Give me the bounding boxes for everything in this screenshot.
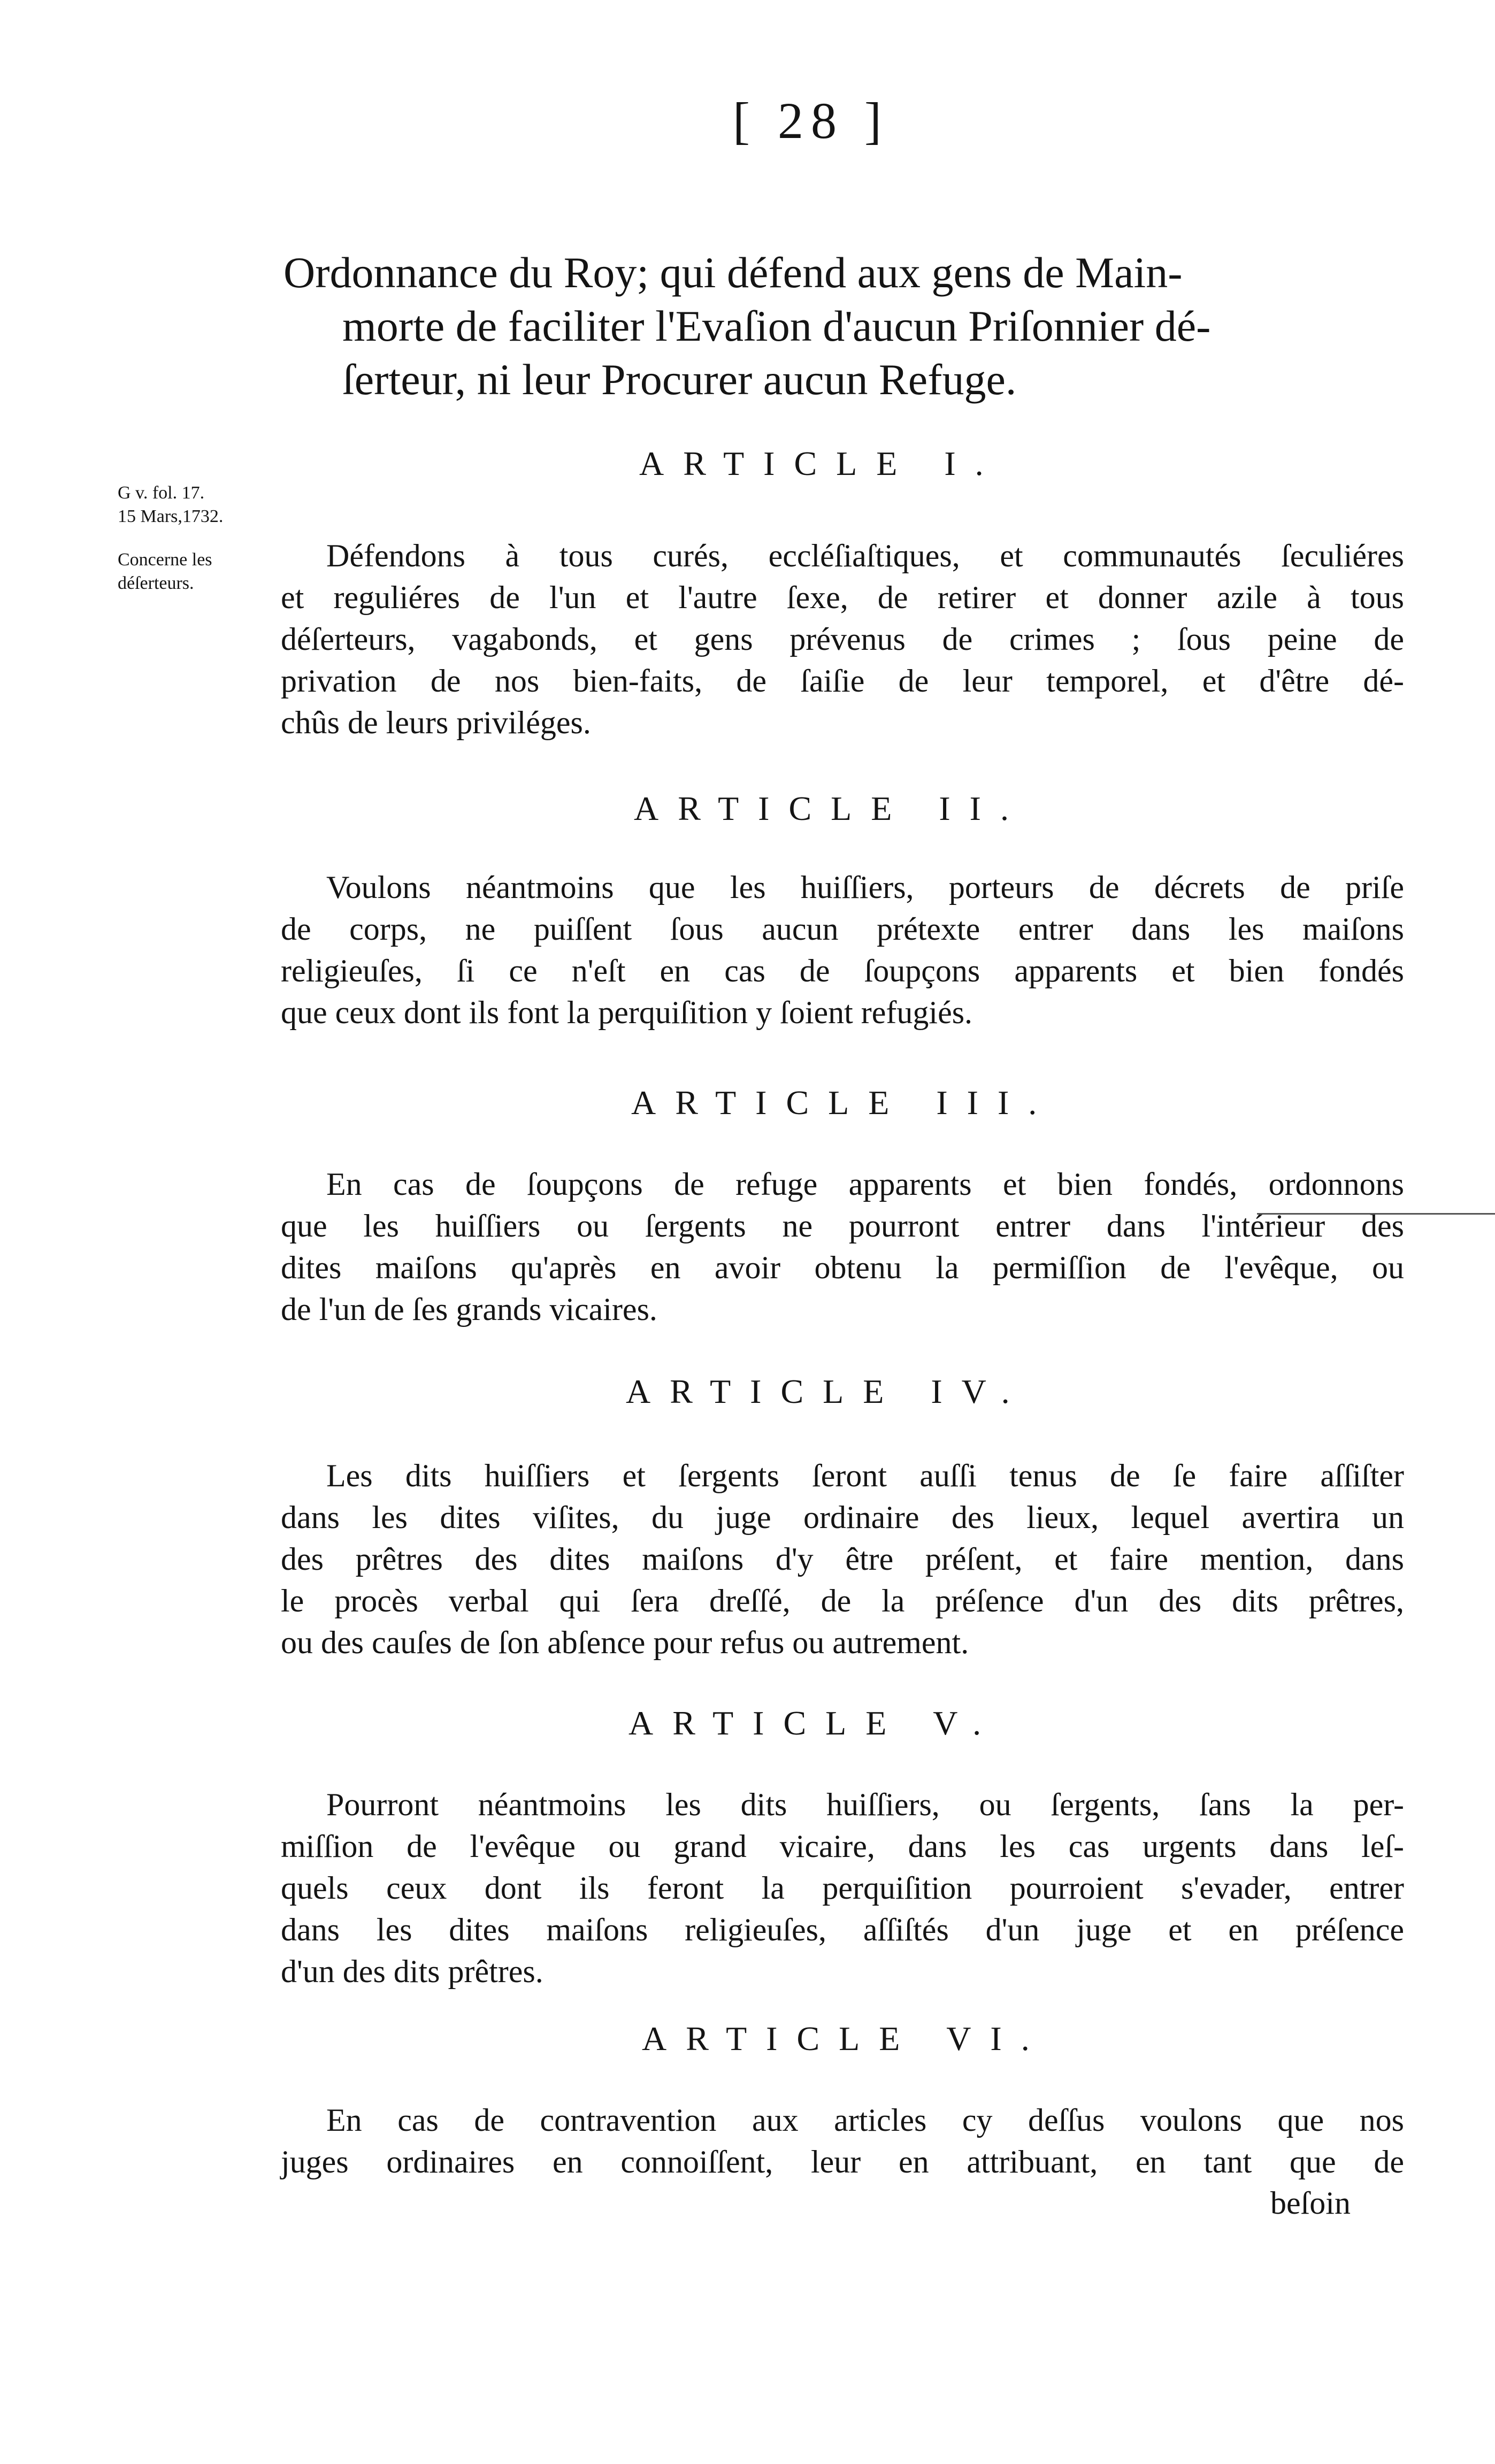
paragraph-line: Voulons néantmoins que les huiſſiers, porteurs de décrets de priſe xyxy=(326,870,1404,905)
article-paragraph xyxy=(281,1784,1404,1992)
article-paragraph xyxy=(281,2099,1404,2183)
paragraph-line: Défendons à tous curés, eccléſiaſtiques, et communautés ſeculiéres xyxy=(326,538,1404,573)
article-paragraph xyxy=(281,535,1404,743)
paragraph-line: chûs de leurs priviléges. xyxy=(281,705,591,740)
paragraph-line: privation de nos bien-faits, de ſaiſie de leur temporel, et d'être dé- xyxy=(281,663,1404,698)
paragraph-line: Les dits huiſſiers et ſergents ſeront auſſi tenus de ſe faire aſſiſter xyxy=(326,1458,1404,1493)
paragraph-line: de corps, ne puiſſent ſous aucun prétexte entrer dans les maiſons xyxy=(281,911,1404,947)
paragraph-line: et reguliéres de l'un et l'autre ſexe, de retirer et donner azile à tous xyxy=(281,580,1404,615)
article-paragraph xyxy=(281,1163,1404,1330)
paragraph-line: que ceux dont ils font la perquiſition y ſoient refugiés. xyxy=(281,995,973,1030)
paragraph-line: le procès verbal qui ſera dreſſé, de la préſence d'un des dits prêtres, xyxy=(281,1583,1404,1618)
stray-ink-line xyxy=(1257,1213,1495,1215)
ordinance-title xyxy=(283,246,1417,406)
margin-note-reference xyxy=(118,481,289,528)
paragraph-line: En cas de ſoupçons de refuge apparents et bien fondés, ordonnons xyxy=(326,1166,1404,1202)
article-paragraph xyxy=(281,866,1404,1033)
margin-note-line: Concerne les xyxy=(118,550,212,570)
paragraph-line: d'un des dits prêtres. xyxy=(281,1954,543,1989)
paragraph-line: déſerteurs, vagabonds, et gens prévenus de crimes ; ſous peine de xyxy=(281,621,1404,657)
margin-note-line: déſerteurs. xyxy=(118,573,194,593)
paragraph-line: dites maiſons qu'après en avoir obtenu la permiſſion de l'evêque, ou xyxy=(281,1250,1404,1285)
article-heading: ARTICLE IV. xyxy=(626,1372,1029,1410)
paragraph-line: En cas de contravention aux articles cy deſſus voulons que nos xyxy=(326,2102,1404,2138)
paragraph-line: Pourront néantmoins les dits huiſſiers, ou ſergents, ſans la per- xyxy=(326,1787,1404,1822)
article-heading: ARTICLE II. xyxy=(634,789,1028,827)
paragraph-line: dans les dites maiſons religieuſes, aſſiſtés d'un juge et en préſence xyxy=(281,1912,1404,1947)
catchword: beſoin xyxy=(1270,2185,1351,2221)
article-heading: ARTICLE III. xyxy=(631,1084,1056,1122)
paragraph-line: ou des cauſes de ſon abſence pour refus ou autrement. xyxy=(281,1625,969,1660)
paragraph-line: que les huiſſiers ou ſergents ne pourront entrer dans l'intérieur des xyxy=(281,1208,1404,1243)
page-number: [ 28 ] xyxy=(733,92,889,149)
paragraph-line: dans les dites viſites, du juge ordinaire des lieux, lequel avertira un xyxy=(281,1500,1404,1535)
paragraph-line: des prêtres des dites maiſons d'y être préſent, et faire mention, dans xyxy=(281,1541,1404,1577)
paragraph-line: quels ceux dont ils feront la perquiſition pourroient s'evader, entrer xyxy=(281,1870,1404,1906)
paragraph-line: juges ordinaires en connoiſſent, leur en attribuant, en tant que de xyxy=(281,2144,1404,2179)
paragraph-line: de l'un de ſes grands vicaires. xyxy=(281,1292,657,1327)
article-heading: ARTICLE VI. xyxy=(642,2020,1049,2058)
margin-note-line: G v. fol. 17. xyxy=(118,483,205,503)
article-paragraph xyxy=(281,1455,1404,1663)
paragraph-line: religieuſes, ſi ce n'eſt en cas de ſoupçons apparents et bien fondés xyxy=(281,953,1404,988)
margin-note-topic xyxy=(118,548,289,595)
title-line: Ordonnance du Roy; qui défend aux gens de Main- xyxy=(283,248,1183,297)
title-line: morte de faciliter l'Evaſion d'aucun Priſonnier dé- xyxy=(342,302,1211,350)
title-line: ſerteur, ni leur Procurer aucun Refuge. xyxy=(342,355,1017,404)
margin-note-line: 15 Mars,1732. xyxy=(118,506,224,526)
article-heading: ARTICLE V. xyxy=(628,1704,1001,1742)
article-heading: ARTICLE I. xyxy=(639,444,1003,482)
paragraph-line: miſſion de l'evêque ou grand vicaire, dans les cas urgents dans leſ- xyxy=(281,1829,1404,1864)
